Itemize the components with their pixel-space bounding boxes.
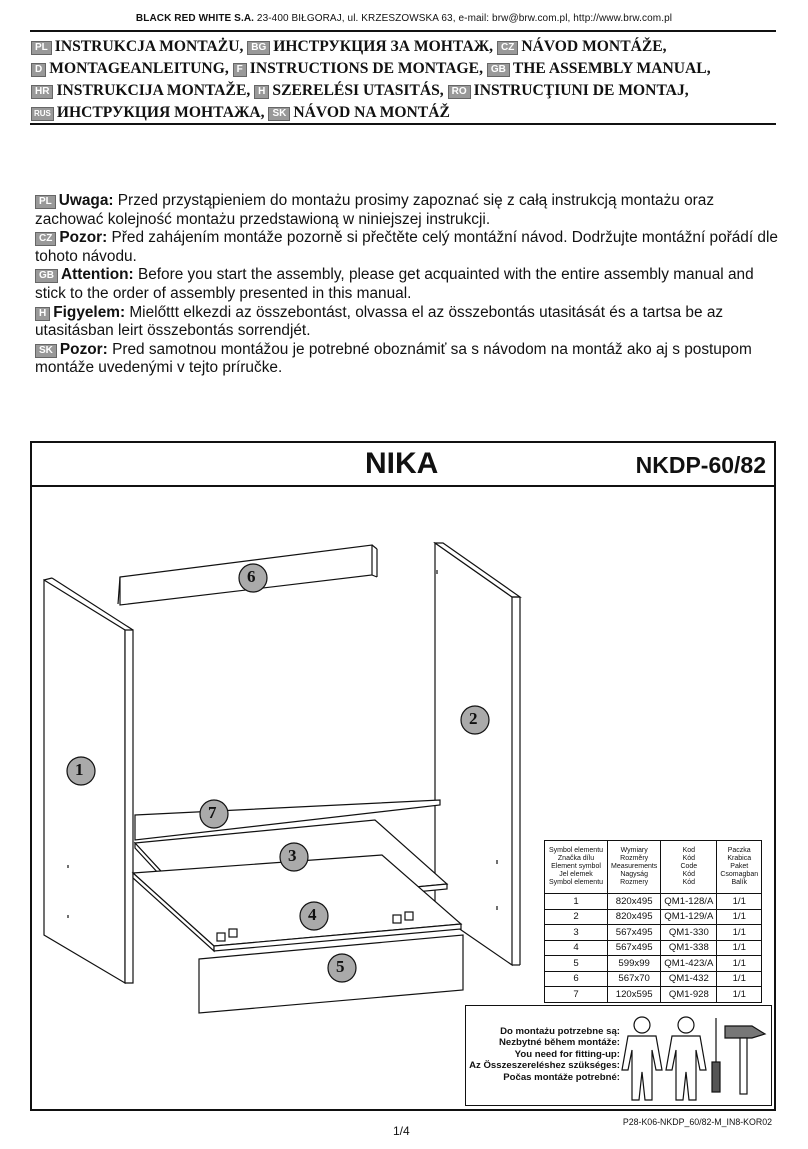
- part-number-3: 3: [288, 846, 297, 865]
- title-text: INSTRUKCJA MONTAŻU,: [54, 38, 244, 55]
- warning-label: Attention:: [61, 266, 134, 284]
- lang-tag: PL: [35, 195, 56, 209]
- title-text: INSTRUKCIJA MONTAŽE,: [56, 82, 251, 99]
- tools-needed-text: [468, 1026, 620, 1083]
- page-number: 1/4: [393, 1124, 410, 1138]
- title-text: ИНСТРУКЦИЯ МОНТАЖА,: [56, 104, 265, 121]
- lang-tag: RUS: [31, 107, 54, 121]
- warning-text: Before you start the assembly, please get acquainted with the entire assembly manual and stick to the order of assembly presented in this manual.: [35, 266, 754, 302]
- header-size: Wymiary Rozměry Measurements Nagyság Rozmery: [608, 841, 661, 894]
- warning-text: Przed przystąpieniem do montażu prosimy zapoznać się z całą instrukcją montażu oraz zachować kolejność montażu przedstawioną w niniejszej instrukcji.: [35, 192, 715, 228]
- header-pack: Paczka Krabica Paket Csomagban Balík: [717, 841, 762, 894]
- lang-tag: GB: [487, 63, 510, 77]
- lang-tag: H: [254, 85, 269, 99]
- tools-line: Do montażu potrzebne są:: [500, 1026, 620, 1037]
- table-row: 1 820x495 QM1-128/A 1/1: [545, 894, 762, 910]
- lang-tag: F: [233, 63, 247, 77]
- warning-label: Pozor:: [59, 340, 108, 358]
- lang-tag: CZ: [497, 41, 518, 55]
- product-name: NIKA: [365, 447, 439, 480]
- title-text: THE ASSEMBLY MANUAL,: [512, 60, 711, 77]
- title-text: NÁVOD MONTÁŽE,: [521, 38, 667, 55]
- tools-line: Az Összeszereléshez szükséges:: [469, 1060, 620, 1072]
- title-text: INSTRUCŢIUNI DE MONTAJ,: [473, 82, 689, 99]
- lang-tag: SK: [35, 344, 57, 358]
- lang-tag: CZ: [35, 232, 56, 246]
- header-symbol: Symbol elementu Značka dílu Element symbol Jel elemek Symbol elementu: [545, 841, 608, 894]
- title-text: SZERELÉSI UTASITÁS,: [272, 82, 444, 99]
- part-number-1: 1: [75, 760, 84, 779]
- lang-tag: GB: [35, 269, 58, 283]
- warning-label: Pozor:: [59, 229, 108, 247]
- warning-text: Pred samotnou montážou je potrebné oboznámiť sa s návodom na montáž ako aj s postupom montáže uvedenými v tejto príručke.: [35, 340, 752, 377]
- table-row: 7 120x595 QM1-928 1/1: [545, 987, 762, 1003]
- warning-text: Mielőttt elkezdi az összebontást, olvassa el az összebontás utasitását és a tartsa be az utasitásban leirt összebontás sorrendjét.: [35, 303, 724, 340]
- table-row: 4 567x495 QM1-338 1/1: [545, 940, 762, 956]
- table-row: 3 567x495 QM1-330 1/1: [545, 925, 762, 941]
- title-text: NÁVOD NA MONTÁŽ: [293, 104, 450, 121]
- part-number-6: 6: [247, 567, 256, 586]
- table-row: 5 599x99 QM1-423/A 1/1: [545, 956, 762, 972]
- parts-table: [544, 840, 762, 1003]
- part-number-2: 2: [469, 709, 478, 728]
- product-model: NKDP-60/82: [635, 452, 766, 478]
- lang-tag: H: [35, 307, 50, 321]
- tools-line: Počas montáže potrebné:: [503, 1071, 620, 1083]
- company-name: BLACK RED WHITE S.A.: [135, 13, 255, 24]
- title-text: INSTRUCTIONS DE MONTAGE,: [249, 60, 483, 77]
- lang-tag: SK: [268, 107, 290, 121]
- lang-tag: HR: [31, 85, 53, 99]
- lang-tag: D: [31, 63, 46, 77]
- document-code: P28-K06-NKDP_60/82-M_IN8-KOR02: [622, 1117, 772, 1127]
- lang-tag: BG: [247, 41, 270, 55]
- title-text: MONTAGEANLEITUNG,: [49, 60, 229, 77]
- part-number-7: 7: [208, 803, 217, 822]
- company-address: 23-400 BIŁGORAJ, ul. KRZESZOWSKA 63, e-mail: brw@brw.com.pl, http://www.brw.com.pl: [256, 13, 673, 24]
- part-number-5: 5: [336, 957, 345, 976]
- lang-tag: RO: [448, 85, 471, 99]
- lang-tag: PL: [31, 41, 52, 55]
- part-number-4: 4: [308, 905, 317, 924]
- table-row: 2 820x495 QM1-129/A 1/1: [545, 909, 762, 925]
- tools-line: You need for fitting-up:: [514, 1048, 620, 1060]
- warning-label: Figyelem:: [53, 303, 126, 321]
- header-code: Kod Kód Code Kód Kód: [661, 841, 717, 894]
- title-text: ИНСТРУКЦИЯ ЗА МОНТАЖ,: [273, 38, 494, 55]
- tools-line: Nezbytné během montáže:: [498, 1037, 620, 1049]
- table-row: 6 567x70 QM1-432 1/1: [545, 971, 762, 987]
- warning-label: Uwaga:: [58, 192, 114, 209]
- warning-text: Před zahájením montáže pozorně si přečtěte celý montážní návod. Dodržujte montážní pořádí dle tohoto návodu.: [35, 229, 778, 265]
